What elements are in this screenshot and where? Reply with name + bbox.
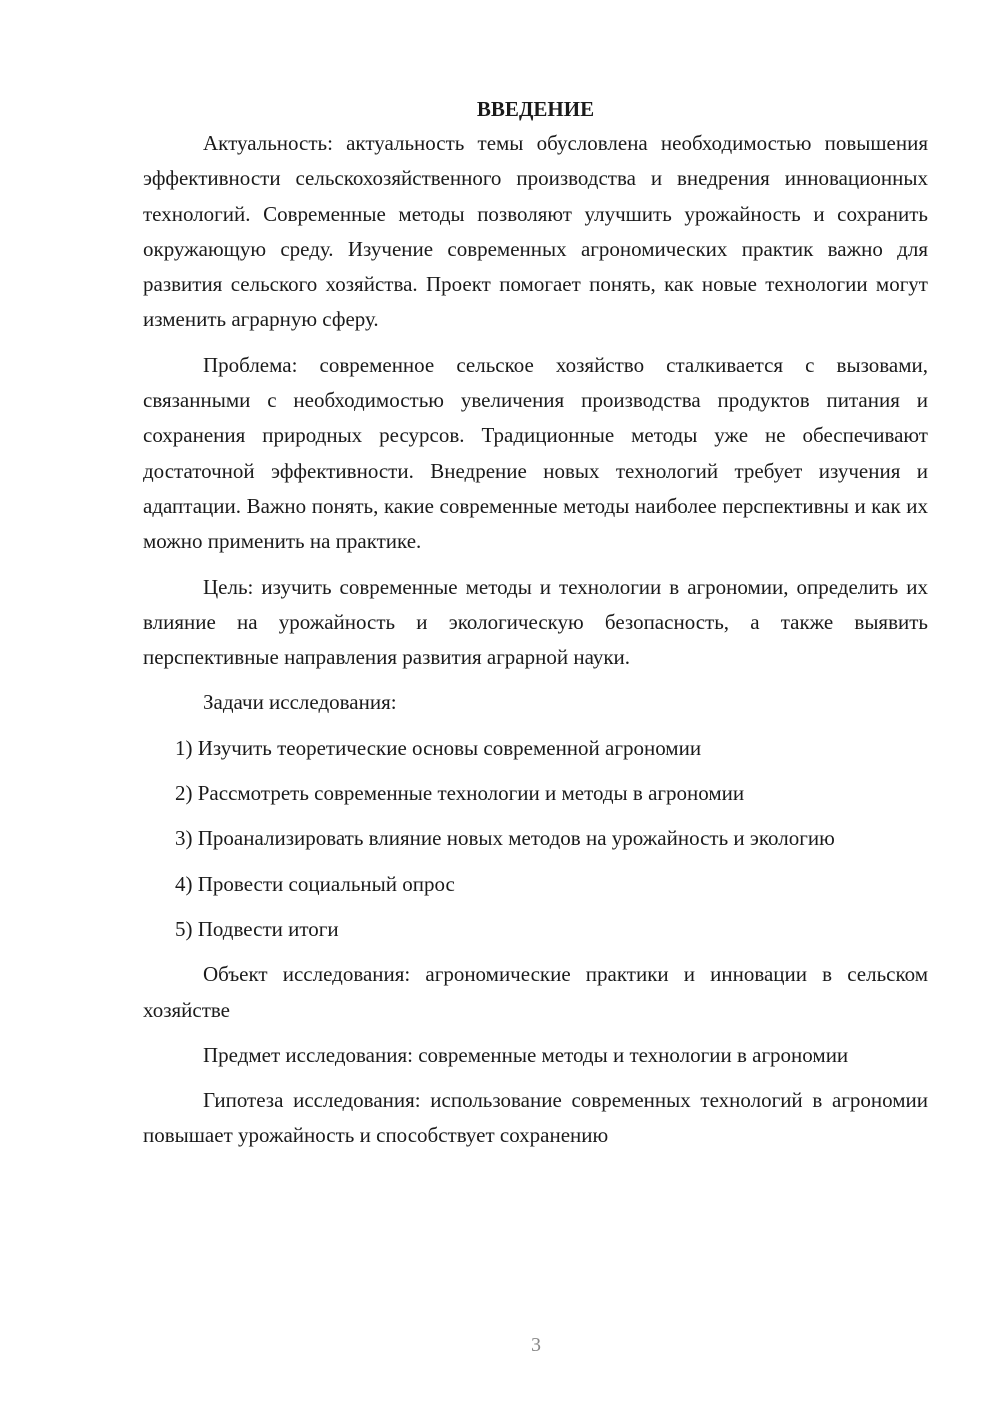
task-item-3: 3) Проанализировать влияние новых методов на урожайность и экологию bbox=[175, 826, 835, 851]
goal-paragraph: Цель: изучить современные методы и технологии в агрономии, определить их влияние на урожайность и экологическую безопасность, а также выявить перспективные направления развития аграрной науки. bbox=[143, 574, 928, 670]
document-page bbox=[143, 94, 928, 1164]
page-number: 3 bbox=[531, 1334, 541, 1356]
subject-paragraph: Предмет исследования: современные методы и технологии в агрономии bbox=[203, 1042, 849, 1067]
page-title: ВВЕДЕНИЕ bbox=[476, 97, 595, 121]
task-item-2: 2) Рассмотреть современные технологии и методы в агрономии bbox=[175, 781, 745, 806]
object-paragraph: Объект исследования: агрономические практики и инновации в сельском хозяйстве bbox=[143, 962, 928, 1022]
problem-paragraph: Проблема: современное сельское хозяйство сталкивается с вызовами, связанными с необходимостью увеличения производства продуктов питания и сохранения природных ресурсов. Традиционные методы уже не обеспечивают достаточной эффективности. Внедрение новых технологий требует изучения и адаптации. Важно понять, какие современные методы наиболее перспективны и как их можно применить на практике. bbox=[143, 352, 928, 554]
relevance-paragraph: Актуальность: актуальность темы обусловлена необходимостью повышения эффективности сельскохозяйственного производства и внедрения инновационных технологий. Современные методы позволяют улучшить урожайность и сохранить окружающую среду. Изучение современных агрономических практик важно для развития сельского хозяйства. Проект помогает понять, как новые технологии могут изменить аграрную сферу. bbox=[143, 131, 928, 332]
task-item-1: 1) Изучить теоретические основы современной агрономии bbox=[175, 735, 702, 760]
tasks-heading: Задачи исследования: bbox=[203, 690, 397, 715]
task-item-5: 5) Подвести итоги bbox=[175, 916, 339, 941]
task-item-4: 4) Провести социальный опрос bbox=[175, 871, 455, 896]
hypothesis-paragraph: Гипотеза исследования: использование современных технологий в агрономии повышает урожайность и способствует сохранению bbox=[143, 1088, 928, 1148]
